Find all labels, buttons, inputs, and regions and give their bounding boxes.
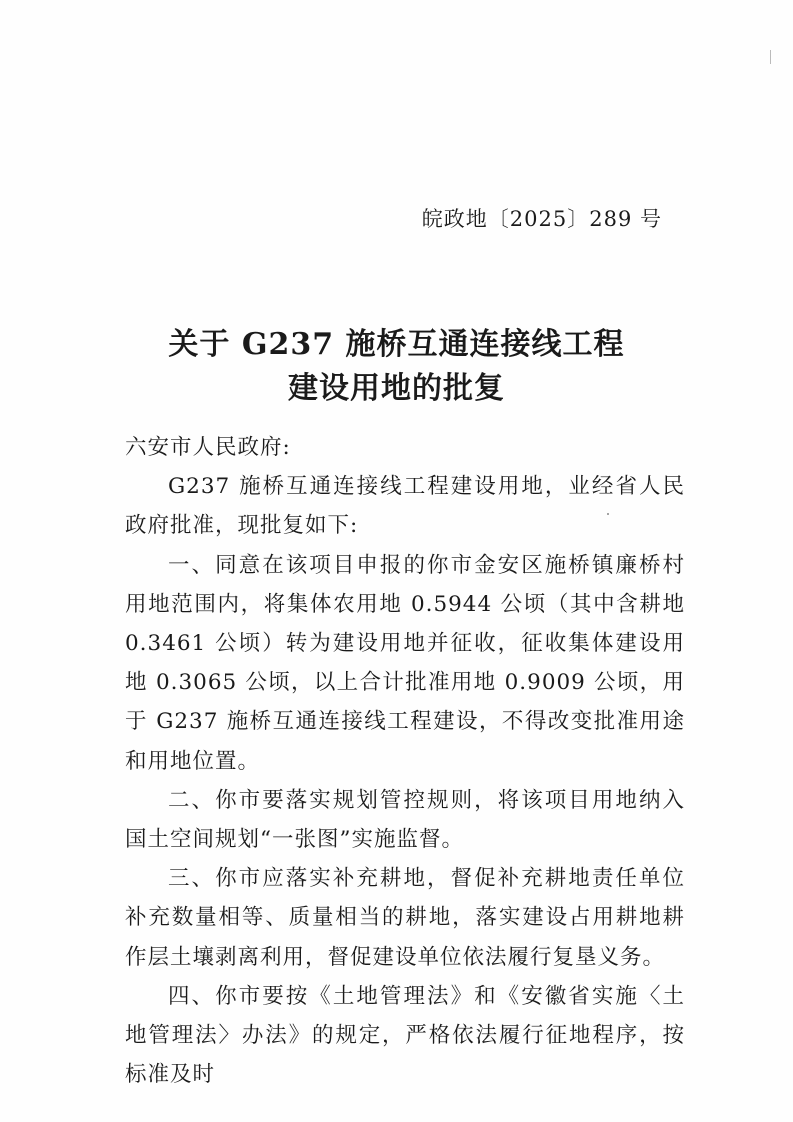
- document-title-line-2: 建设用地的批复: [288, 371, 505, 406]
- scan-speck: [770, 50, 771, 64]
- paragraph-item-3: 三、你市应落实补充耕地，督促补充耕地责任单位补充数量相等、质量相当的耕地，落实建设占用耕地耕作层土壤剥离利用，督促建设单位依法履行复垦义务。: [125, 866, 685, 970]
- document-body: [125, 428, 685, 1094]
- paragraph-item-2: 二、你市要落实规划管控规则，将该项目用地纳入国土空间规划“一张图”实施监督。: [125, 787, 685, 853]
- salutation: 六安市人民政府:: [125, 435, 291, 460]
- document-title-line-1: 关于 G237 施桥互通连接线工程: [168, 327, 625, 362]
- document-number: 皖政地〔2025〕289 号: [421, 207, 662, 231]
- scan-speck: [607, 513, 609, 515]
- paragraph-item-1: 一、同意在该项目申报的你市金安区施桥镇廉桥村用地范围内，将集体农用地 0.5944 公顷（其中含耕地 0.3461 公顷）转为建设用地并征收，征收集体建设用地 0.3065 公顷，以上合计批准用地 0.9009 公顷，用于 G237 施桥互通连接线工程建设，不得改变批准用途和用地位置。: [125, 552, 685, 774]
- paragraph-intro: G237 施桥互通连接线工程建设用地，业经省人民政府批准，现批复如下:: [125, 474, 685, 539]
- paragraph-item-4: 四、你市要按《土地管理法》和《安徽省实施〈土地管理法〉办法》的规定，严格依法履行征地程序，按标准及时: [125, 983, 685, 1088]
